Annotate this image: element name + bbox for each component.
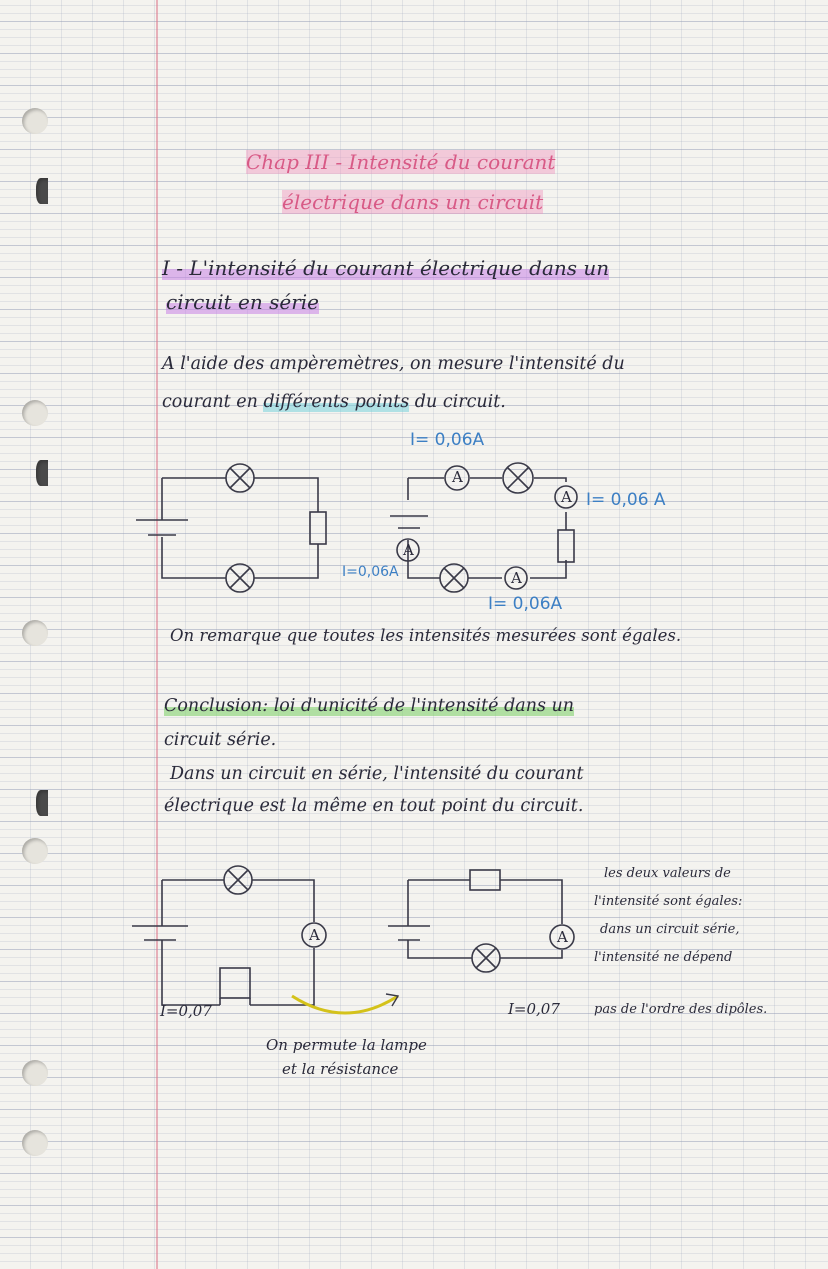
lamp <box>226 564 254 592</box>
reading-after-swap: I=0,07 <box>508 1000 560 1018</box>
observation-text: On remarque que toutes les intensités mesurées sont égales. <box>170 626 682 645</box>
ammeter-label: A <box>511 569 522 587</box>
page-title-line1: Chap III - Intensité du courant <box>246 150 556 174</box>
intro-line2-start: courant en <box>162 392 264 412</box>
intro-line2-end: du circuit. <box>409 392 506 412</box>
battery <box>388 926 430 940</box>
circuit-with-ammeters <box>390 463 577 592</box>
lamp <box>472 944 500 972</box>
ammeter-label: A <box>309 926 320 944</box>
lamp <box>440 564 468 592</box>
side-note-line1: les deux valeurs de <box>604 866 731 881</box>
resistor <box>470 870 500 890</box>
reading-top: I= 0,06A <box>410 430 485 450</box>
lamp <box>503 463 533 493</box>
intro-line1: A l'aide des ampèremètres, on mesure l'intensité du <box>162 354 625 374</box>
page-title-line2: électrique dans un circuit <box>282 190 544 214</box>
battery <box>136 520 188 535</box>
conclusion-line1: Conclusion: loi d'unicité de l'intensité dans un <box>164 696 575 716</box>
reading-left: I=0,06A <box>342 564 399 580</box>
resistor <box>558 530 574 562</box>
resistor <box>220 968 250 998</box>
lamp <box>226 464 254 492</box>
circuit-before-swap <box>132 866 326 1005</box>
ammeter-label: A <box>557 928 568 946</box>
circuit-after-swap <box>388 870 574 972</box>
battery <box>390 516 428 528</box>
reading-bottom: I= 0,06A <box>488 594 563 614</box>
side-note-line3: dans un circuit série, <box>600 922 740 937</box>
side-note-line2: l'intensité sont égales: <box>594 894 743 909</box>
conclusion-line4: électrique est la même en tout point du circuit. <box>164 796 584 816</box>
ammeter-label: A <box>561 488 572 506</box>
conclusion-line3: Dans un circuit en série, l'intensité du courant <box>170 764 584 784</box>
ammeter-label: A <box>452 468 463 486</box>
resistor <box>310 512 326 544</box>
swap-note-line1: On permute la lampe <box>266 1036 427 1054</box>
reading-right: I= 0,06 A <box>586 490 666 510</box>
side-note-line4: l'intensité ne dépend <box>594 950 733 965</box>
swap-note-line2: et la résistance <box>282 1060 399 1078</box>
swap-arrow <box>292 996 398 1013</box>
battery <box>132 926 188 940</box>
lamp <box>224 866 252 894</box>
intro-highlight: différents points <box>263 392 410 412</box>
reading-before-swap: I=0,07 <box>160 1002 212 1020</box>
ammeter-label: A <box>403 541 414 559</box>
circuit-simple <box>136 464 326 592</box>
section-heading-line2: circuit en série <box>166 290 319 314</box>
section-heading-line1: I - L'intensité du courant électrique dans un <box>162 256 610 280</box>
side-note-line5: pas de l'ordre des dipôles. <box>594 1002 768 1017</box>
conclusion-line2: circuit série. <box>164 730 277 750</box>
